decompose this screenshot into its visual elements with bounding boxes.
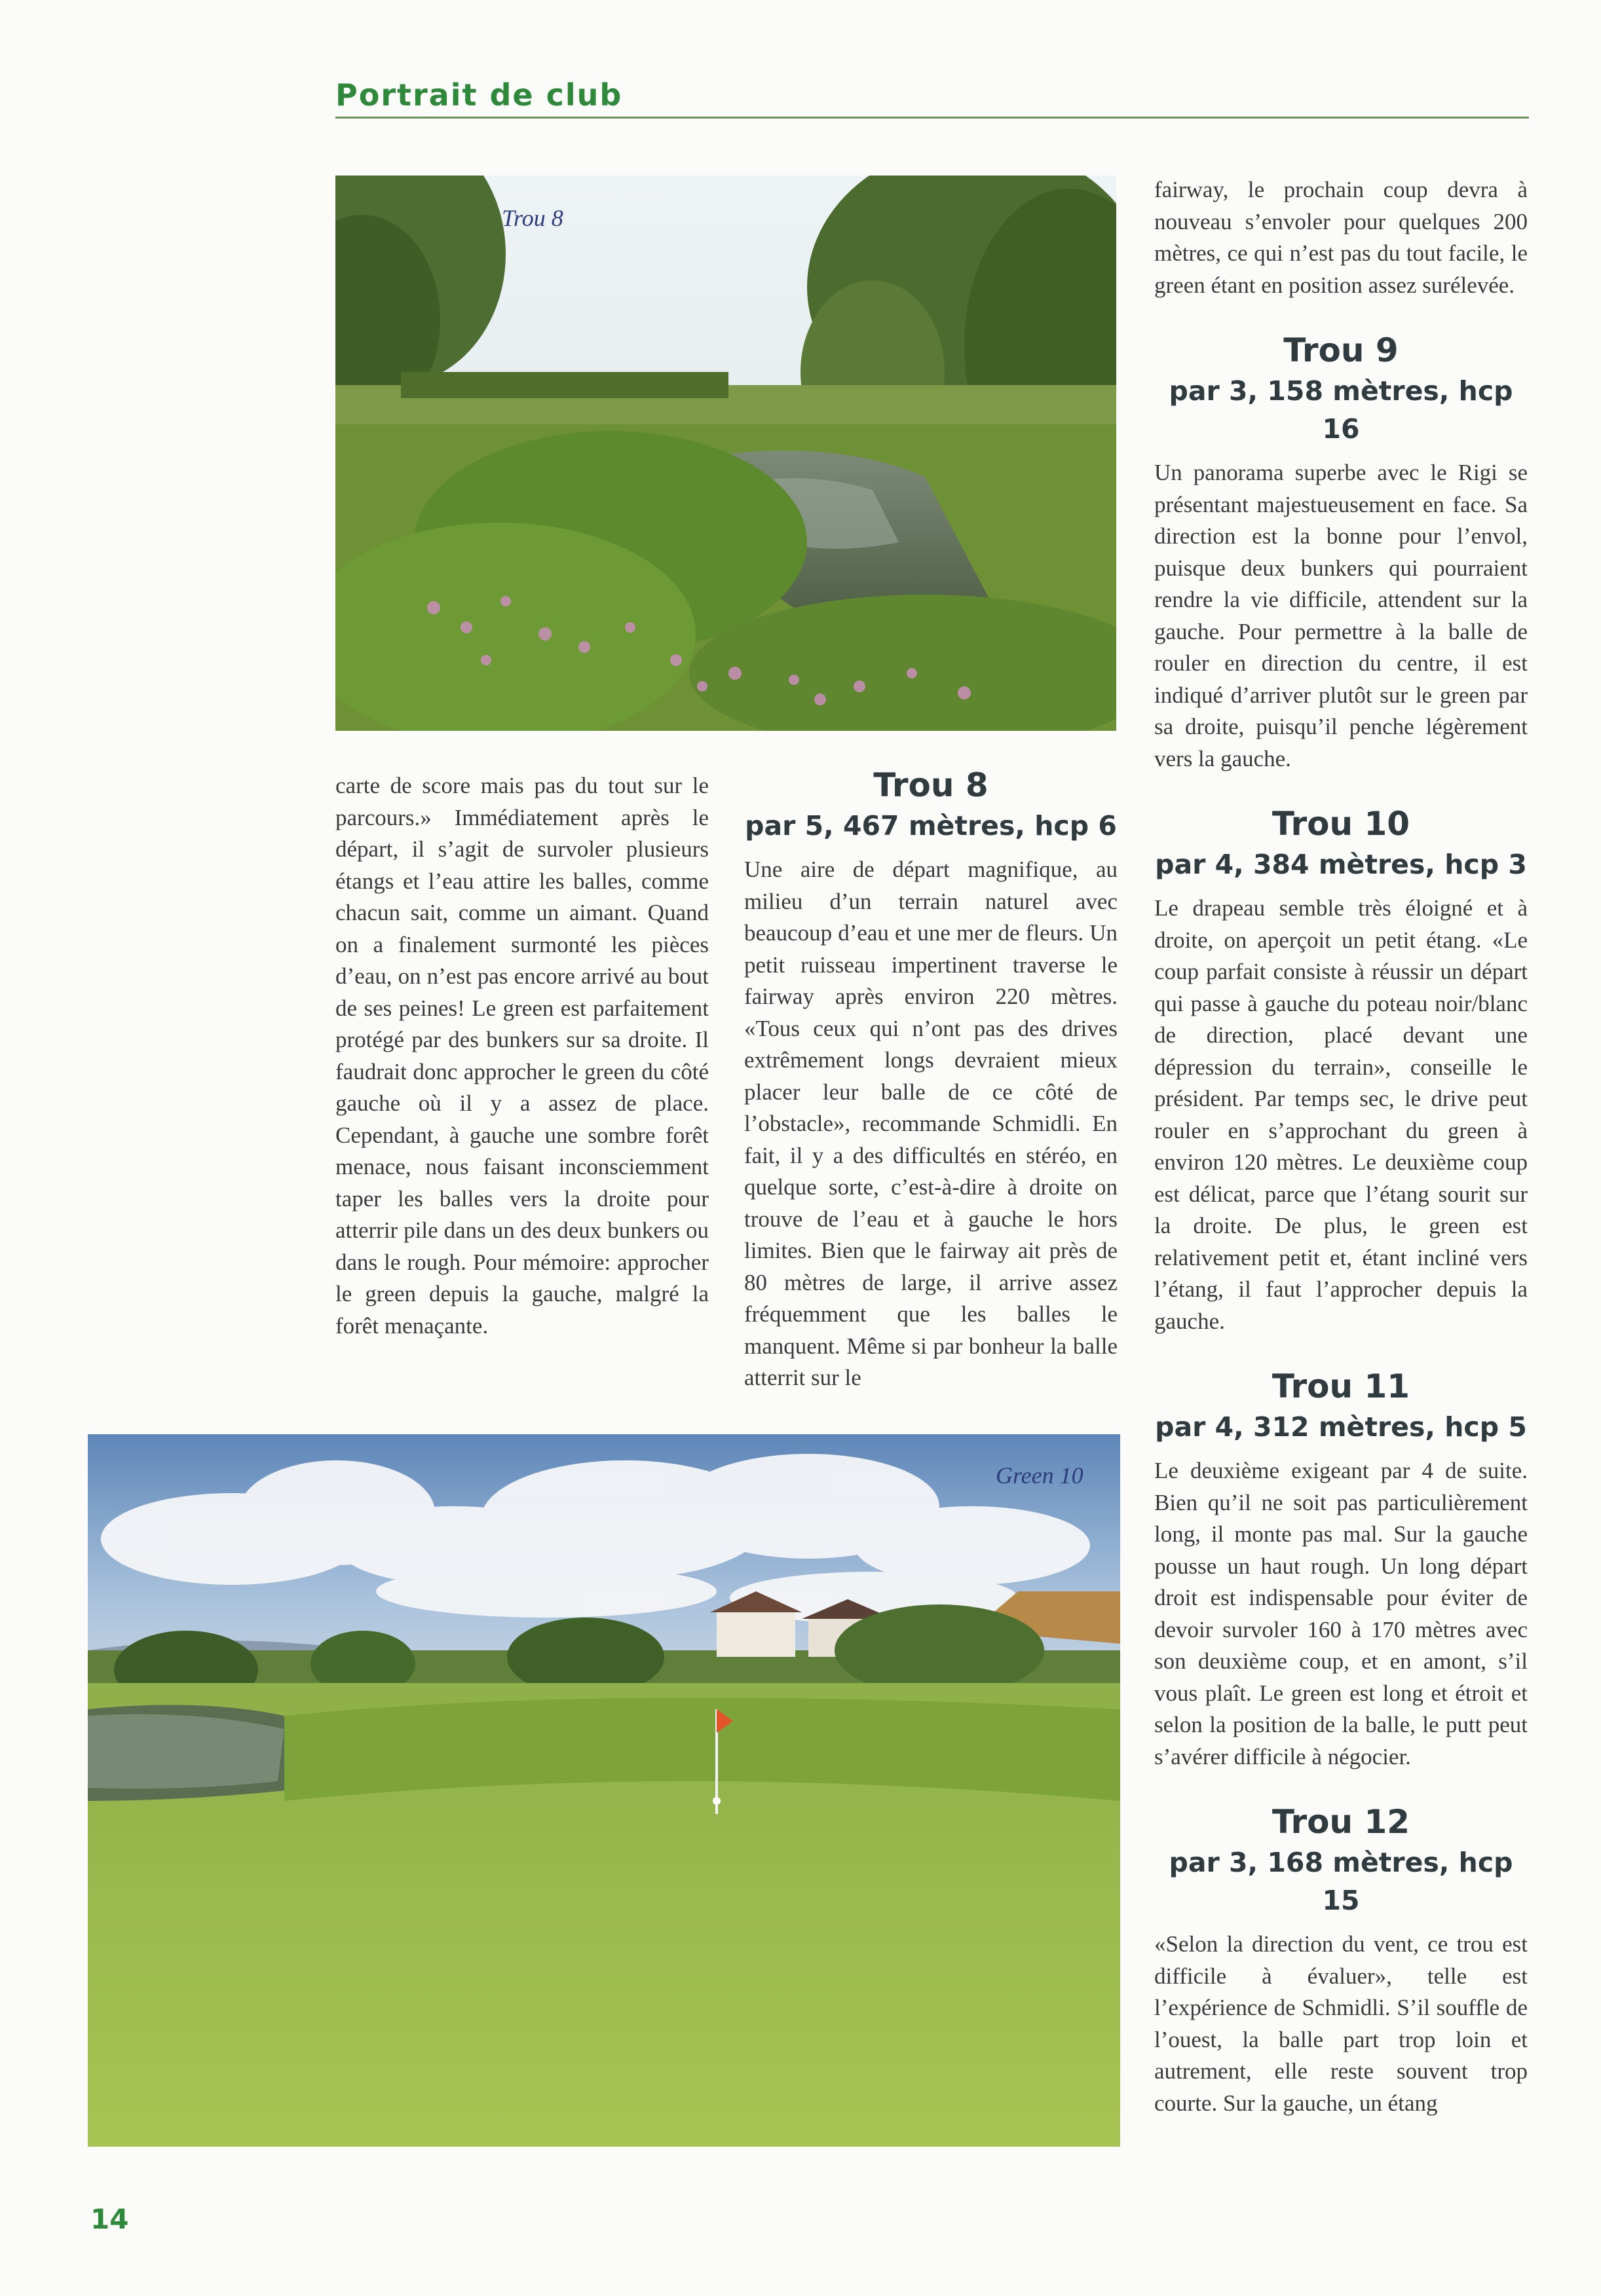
trou-9-subtitle: par 3, 158 mètres, hcp 16	[1169, 375, 1513, 445]
trou-12-subtitle: par 3, 168 mètres, hcp 15	[1169, 1847, 1513, 1916]
trou-8-subtitle: par 5, 467 mètres, hcp 6	[745, 810, 1117, 842]
trou-11-text: Le deuxième exigeant par 4 de suite. Bien qu’il ne soit pas particulièrement long, il monte pas mal. Sur la gauche pousse un haut rough. Un long départ droit est indispensable pour éviter de devoir survoler 160 à 170 mètres avec son deuxième coup, et en amont, s’il vous plaît. Le green est long et étroit et selon la position de la balle, le putt peut s’avérer difficile à négocier.	[1154, 1458, 1528, 1769]
column-3-intro: fairway, le prochain coup devra à nouveau s’envoler pour quelques 200 mètres, ce qui n’est pas du tout facile, le green étant en position assez surélevée.	[1154, 177, 1528, 298]
trou-11-title: Trou 11	[1271, 1367, 1410, 1405]
trou-9-text: Un panorama superbe avec le Rigi se présentant majestueusement en face. Sa direction est la bonne pour l’envol, puisque deux bunkers qui pourraient rendre la vie difficile, attendent sur la gauche. Pour permettre à la balle de rouler en direction du centre, il est indiqué d’arriver plutôt sur le green par sa droite, puisqu’il penche légèrement vers la gauche.	[1154, 460, 1528, 771]
trou-10-section	[1154, 805, 1528, 1337]
column-2	[744, 766, 1118, 1394]
trou-12-text: «Selon la direction du vent, ce trou est difficile à évaluer», telle est l’expérience de Schmidli. S’il souffle de l’ouest, la balle part trop loin et autrement, elle reste souvent trop courte. Sur la gauche, un étang	[1154, 1931, 1528, 2116]
trou-10-text: Le drapeau semble très éloigné et à droite, on aperçoit un petit étang. «Le coup parfait consiste à réussir un départ qui passe à gauche du poteau noir/blanc de direction, placé devant une dépression du terrain», conseille le président. Par temps sec, le drive peut rouler en s’approchant du green à environ 120 mètres. Le deuxième coup est délicat, parce que l’étang sourit sur la droite. De plus, le green est relativement petit et, étant incliné vers l’étang, il faut l’approcher depuis la gauche.	[1154, 895, 1528, 1334]
trou-8-title: Trou 8	[873, 766, 989, 804]
column-1-text: carte de score mais pas du tout sur le parcours.» Immédiatement après le départ, il s’agit de survoler plusieurs étangs et l’eau attire les balles, comme chacun sait, comme un aimant. Quand on a finalement surmonté les pièces d’eau, on n’est pas encore arrivé au bout de ses peines! Le green est parfaitement protégé par des bunkers sur sa droite. Il faudrait donc approcher le green du côté gauche où il y a assez de place. Cependant, à gauche une sombre forêt menace, nous faisant inconsciemment taper les balles vers la droite pour atterrir pile dans un des deux bunkers ou dans le rough. Pour mémoire: approcher le green depuis la gauche, malgré la forêt menaçante.	[335, 773, 709, 1339]
photo-trou-8-image	[335, 176, 1116, 731]
photo-trou-8-caption: Trou 8	[502, 205, 563, 231]
trou-9-title: Trou 9	[1283, 331, 1399, 369]
column-1	[335, 770, 709, 1342]
trou-10-subtitle: par 4, 384 mètres, hcp 3	[1155, 849, 1527, 880]
trou-9-section	[1154, 331, 1528, 775]
trou-12-title: Trou 12	[1271, 1803, 1410, 1841]
column-3	[1154, 174, 1528, 2119]
trou-10-title: Trou 10	[1271, 805, 1410, 843]
trou-11-subtitle: par 4, 312 mètres, hcp 5	[1155, 1411, 1527, 1443]
trou-12-section	[1154, 1803, 1528, 2119]
page-number: 14	[90, 2203, 129, 2235]
photo-trou-8	[335, 176, 1116, 731]
photo-green-10-image	[88, 1434, 1120, 2147]
trou-8-text: Une aire de départ magnifique, au milieu d’un terrain naturel avec beaucoup d’eau et une mer de fleurs. Un petit ruisseau impertinent traverse le fairway après environ 220 mètres. «Tous ceux qui n’ont pas des drives extrêmement longs devraient mieux placer leur balle de ce côté de l’obstacle», recommande Schmidli. En fait, il y a des difficultés en stéréo, en quelque sorte, c’est-à-dire à droite on trouve de l’eau et à gauche le hors limites. Bien que le fairway ait près de 80 mètres de large, il arrive assez fréquemment que les balles le manquent. Même si par bonheur la balle atterrit sur le	[744, 857, 1118, 1390]
section-header: Portrait de club	[335, 77, 623, 113]
photo-green-10-caption: Green 10	[996, 1462, 1083, 1489]
trou-11-section	[1154, 1367, 1528, 1773]
photo-green-10	[88, 1434, 1120, 2147]
header-divider	[335, 117, 1529, 119]
